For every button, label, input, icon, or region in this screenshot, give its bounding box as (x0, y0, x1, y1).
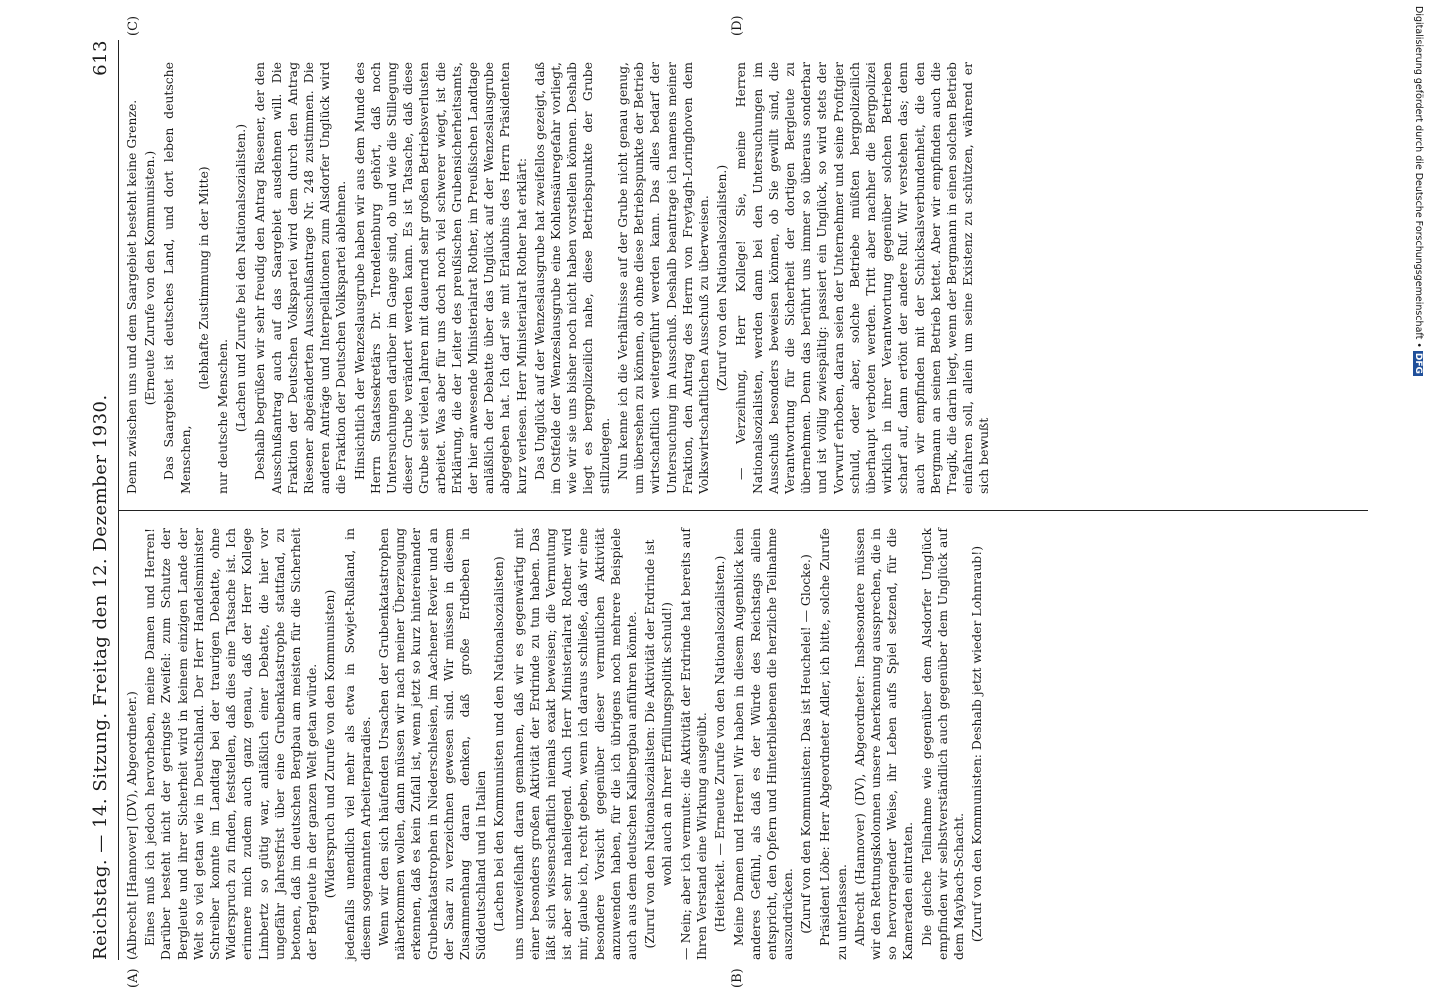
page-number: 613 (90, 40, 111, 76)
right-paragraph: Nun kenne ich die Verhältnisse auf der Grube nicht genau genug, um übersehen zu können, ob ohne diese Betriebspunkte der Betrieb wirtschaftlich weitergeführt werden kann. Das alles bedarf der Untersuchung im Ausschuß. Deshalb beantrage ich namens meiner Fraktion, den Antrag des Herrn von Freytagh-Loringhoven dem Volkswirtschaftlichen Ausschuß zu überweisen. (614, 62, 711, 494)
right-paragraph: Das Saargebiet ist deutsches Land, und dort leben deutsche Menschen, (161, 62, 193, 494)
left-paragraph: Wenn wir den sich häufenden Ursachen der Grubenkatastrophen näherkommen wollen, dann müssen wir nach meiner Überzeugung erkennen, daß es kein Zufall ist, wenn jetzt so kurz hintereinander Grubenkatastrophen in Niederschlesien, im Aachener Revier und an der Saar zu verzeichnen gewesen sind. Wir müssen in diesem Zusammenhang daran denken, daß große Erdbeben in Süddeutschland und in Italien (376, 528, 489, 960)
left-paragraph: jedenfalls unendlich viel mehr als etwa in Sowjet-Rußland, in diesem sogenannten Arbeiterparadies. (341, 528, 373, 960)
margin-marker-b: (B) (730, 968, 745, 988)
right-paragraph: Das Unglück auf der Wenzeslausgrube hat zweifellos gezeigt, daß im Ostfelde der Wenzeslausgrube eine Kohlensäuregefahr vorliegt, wie wir sie uns bisher noch nicht haben vorstellen können. Deshalb liegt es bergpolizeilich nahe, diese Betriebspunkte der Grube stillzulegen. (531, 62, 612, 494)
left-paragraph: Eines muß ich jedoch hervorheben, meine Damen und Herren! Darüber besteht nicht der geringste Zweifel: zum Schutze der Bergleute und ihrer Sicherheit wird in keinem einzigen Lande der Welt so viel getan wie in Deutschland. Der Herr Handelsminister Schreiber konnte im Landtag bei der traurigen Debatte, ohne Widerspruch zu finden, feststellen, daß dies eine Tatsache ist. Ich erinnere mich zudem auch ganz genau, daß der Herr Kollege Limbertz so gütig war, anläßlich einer Debatte, die hier vor ungefähr Jahresfrist über eine Grubenkatastrophe stattfand, zu betonen, daß im deutschen Bergbau am meisten für die Sicherheit der Bergleute in der ganzen Welt getan würde. (142, 528, 320, 960)
margin-marker-a: (A) (126, 968, 141, 988)
right-paragraph: Hinsichtlich der Wenzeslausgrube haben wir aus dem Munde des Herrn Staatssekretärs Dr. Trendelenburg gehört, daß noch Untersuchungen darüber im Gange sind, ob und wie die Stillegung dieser Grube verändert werden kann. Es ist Tatsache, daß diese Grube seit vielen Jahren mit dauernd sehr großen Betriebsverlusten arbeitet. Was aber für uns doch noch viel schwerer wiegt, ist die Erklärung, die der Leiter des preußischen Grubensicherheitsamts, der hier anwesende Ministerialrat Rother, im Preußischen Landtage anläßlich der Debatte über das Unglück auf der Wenzeslausgrube abgegeben hat. Ich darf sie mit Erlaubnis des Herrn Präsidenten kurz verlesen. Herr Ministerialrat Rother hat erklärt: (351, 62, 529, 494)
margin-marker-c: (C) (126, 15, 141, 36)
left-paragraph: Meine Damen und Herren! Wir haben in diesem Augenblick kein anderes Gefühl, als daß es der Würde des Reichstags allein entspricht, den Opfern und Hinterbliebenen die herzliche Teilnahme auszudrücken. (731, 528, 795, 960)
right-paragraph: Denn zwischen uns und dem Saargebiet besteht keine Grenze. (124, 99, 139, 494)
right-interjection: (Erneute Zurufe von den Kommunisten.) (142, 150, 158, 406)
header-title: Reichstag. — 14. Sitzung. Freitag den 12. Dezember 1930. (90, 394, 111, 960)
left-interjection: (Zuruf von den Kommunisten: Deshalb jetzt wieder Lohnraub!) (969, 545, 985, 943)
column-divider (118, 510, 1368, 511)
right-paragraph: — Verzeihung, Herr Kollege! Sie, meine Herren Nationalsozialisten, werden dann bei den Untersuchungen im Ausschuß besonders beweisen können, ob Sie gewillt sind, die Verantwortung für die Sicherheit der dortigen Bergleute zu übernehmen. Denn das berührt uns immer so überaus sonderbar und ist völlig zwiespältig: passiert ein Unglück, so wird stets der Vorwurf erhoben, daran seien der Unternehmer und seine Profitgier schuld, oder aber, solche Betriebe müßten bergpolizeilich überhaupt verboten werden. Tritt aber nachher die Bergpolizei wirklich in ihrer Verantwortung gegenüber solchen Betrieben scharf auf, dann ertönt der andere Ruf. Wir verstehen das; denn auch wir empfinden mit der Schicksalsverbundenheit, die den Bergmann an seinen Betrieb kettet. Aber wir empfinden auch die Tragik, die darin liegt, wenn der Bergmann in einen solchen Betrieb einfahren soll, allein um seine Existenz zu schützen, während er sich bewußt (733, 62, 992, 494)
digitization-credit (1413, 6, 1424, 376)
left-interjection: (Widerspruch und Zurufe von den Kommunisten) (322, 589, 338, 899)
right-paragraph: Deshalb begrüßen wir sehr freudig den Antrag Riesener, der den Ausschußantrag auch auf das Saargebiet ausdehnen will. Die Fraktion der Deutschen Volkspartei wird dem durch den Antrag Riesener abgeänderten Ausschußantrage Nr. 248 zustimmen. Die anderen Anträge und Interpellationen zum Alsdorfer Unglück wird die Fraktion der Deutschen Volkspartei ablehnen. (252, 62, 349, 494)
left-paragraph: Präsident Löbe: Herr Abgeordneter Adler, ich bitte, solche Zurufe zu unterlassen. (817, 528, 849, 960)
header-rule (118, 40, 119, 960)
rotated-page (90, 15, 1380, 988)
left-paragraph: uns unzweifelhaft daran gemahnen, daß wir es gegenwärtig mit einer besonders großen Aktivität der Erdrinde zu tun haben. Das läßt sich wissenschaftlich niemals exakt beweisen; die Vermutung ist aber sehr naheliegend. Auch Herr Ministerialrat Rother wird mir, glaube ich, recht geben, wenn ich daraus schließe, daß wir eine besondere Vorsicht gegenüber dieser vermutlichen Aktivität anzuwenden haben, für die ich übrigens noch mehrere Beispiele auch aus dem deutschen Kalibergbau anführen könnte. (510, 528, 640, 960)
right-interjection: (Zuruf von den Nationalsozialisten.) (714, 164, 730, 392)
right-paragraph: nur deutsche Menschen. (215, 338, 231, 494)
page-header (90, 40, 116, 960)
left-column (124, 528, 988, 960)
right-interjection: (Lachen und Zurufe bei den Nationalsozialisten.) (233, 123, 249, 433)
right-column (124, 62, 995, 494)
left-interjection: (Heiterkeit. — Erneute Zurufe von den Nationalsozialisten.) (712, 555, 728, 933)
margin-marker-d: (D) (730, 15, 745, 36)
left-interjection: (Lachen bei den Kommunisten und den Nationalsozialisten) (491, 556, 507, 932)
left-interjection: (Zuruf von den Kommunisten: Das ist Heuchelei! — Glocke.) (798, 554, 814, 934)
credit-text: Digitalisierung gefördert durch die Deutsche Forschungsgemeinschaft • (1413, 6, 1424, 348)
right-interjection: (lebhafte Zustimmung in der Mitte) (195, 166, 211, 390)
left-paragraph: Die gleiche Teilnahme wie gegenüber dem Alsdorfer Unglück empfinden wir selbstverständlich auch gegenüber dem Unglück auf dem Maybach-Schacht. (918, 528, 966, 960)
left-paragraph: Albrecht (Hannover) (DV), Abgeordneter: Insbesondere müssen wir den Rettungskolonnen unsere Anerkennung aussprechen, die in so hervorragender Weise, ihr Leben aufs Spiel setzend, für die Kameraden eintraten. (851, 528, 916, 960)
left-paragraph: — Nein; aber ich vermute: die Aktivität der Erdrinde hat bereits auf Ihren Verstand eine Wirkung ausgeübt. (677, 528, 709, 960)
left-paragraph: (Albrecht [Hannover] (DV), Abgeordneter.) (124, 691, 139, 960)
dfg-logo: DFG (1413, 352, 1423, 374)
left-interjection: (Zuruf von den Nationalsozialisten: Die Aktivität der Erdrinde ist wohl auch an Ihrer Erfüllungspolitik schuld!) (642, 539, 674, 949)
